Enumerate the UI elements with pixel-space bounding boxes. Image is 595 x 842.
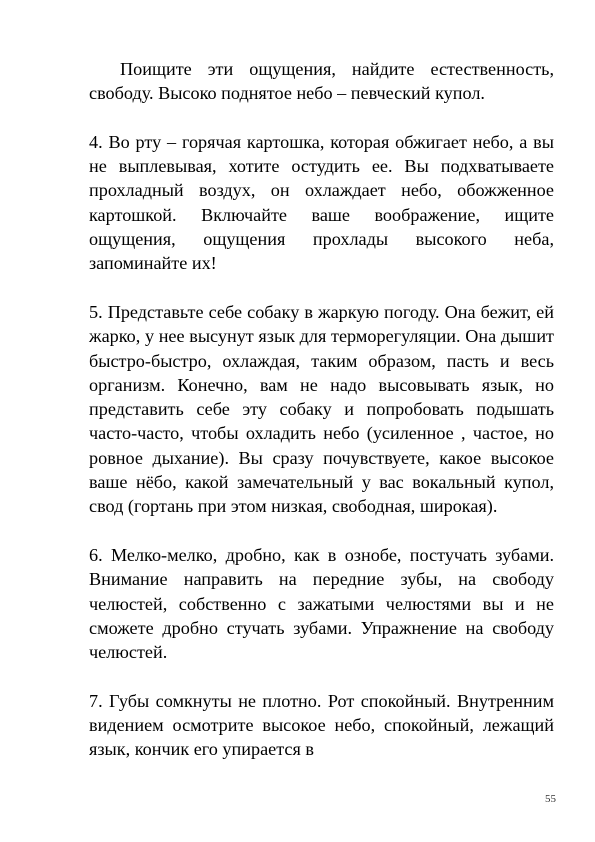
page-body (89, 57, 554, 786)
page-number: 55 (545, 793, 556, 805)
paragraph-intro: Поищите эти ощущения, найдите естественность, свободу. Высоко поднятое небо – певческий купол. (89, 59, 554, 104)
paragraph-exercise-4: 4. Во рту – горячая картошка, которая обжигает небо, а вы не выплевывая, хотите остудить ее. Вы подхватываете прохладный воздух, он охлаждает небо, обожженное картошкой. Включайте ваше воображение, ищите ощущения, ощущения прохлады высокого неба, запоминайте их! (89, 131, 554, 274)
paragraph-exercise-5: 5. Представьте себе собаку в жаркую погоду. Она бежит, ей жарко, у нее высунут язык для терморегуляции. Она дышит быстро-быстро, охлаждая, таким образом, пасть и весь организм. Конечно, вам не надо высовывать язык, но представить себе эту собаку и попробовать подышать часто-часто, чтобы охладить небо (усиленное , частое, но ровное дыхание). Вы сразу почувствуете, какое высокое ваше нёбо, какой замечательный у вас вокальный купол, свод (гортань при этом низкая, свободная, широкая). (89, 301, 554, 517)
paragraph-exercise-7: 7. Губы сомкнуты не плотно. Рот спокойный. Внутренним видением осмотрите высокое небо, спокойный, лежащий язык, кончик его упирается в (89, 690, 554, 760)
paragraph-exercise-6: 6. Мелко-мелко, дробно, как в ознобе, постучать зубами. Внимание направить на передние зубы, на свободу челюстей, собственно с зажатыми челюстями вы и не сможете дробно стучать зубами. Упражнение на свободу челюстей. (89, 544, 554, 663)
